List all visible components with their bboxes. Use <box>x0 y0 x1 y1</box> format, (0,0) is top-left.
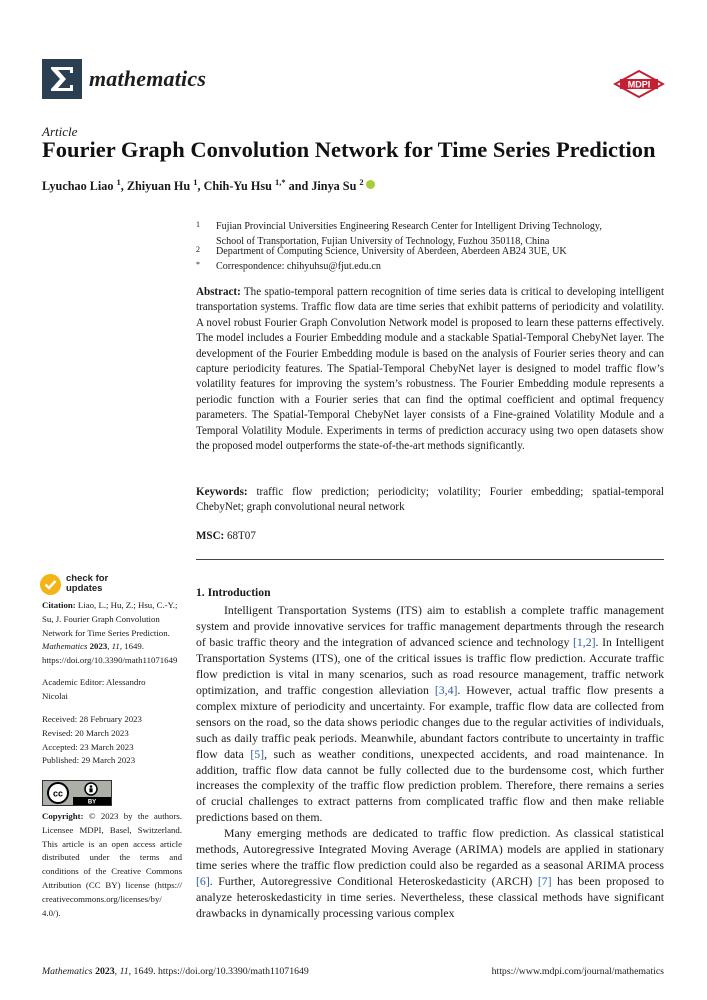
footer-volume: 11 <box>119 966 129 977</box>
paragraph-text: . However, actual traffic flow presents a complex mixture of periodicity and uncertainty. For example, traffic flow data are collected from sensors on the road, so the data shows periodic changes due to the regular activities of individuals, such as daily traffic peak periods. Meanwhile, abundant factors contribute to uncertainty in traffic flow data <box>196 682 664 761</box>
article-type: Article <box>42 124 78 139</box>
received-date: Received: 28 February 2023 <box>42 714 142 724</box>
author-name[interactable]: Lyuchao Liao <box>42 179 114 194</box>
checkmark-icon <box>40 574 61 595</box>
copyright-block <box>42 810 182 920</box>
citation-link[interactable]: [6] <box>196 873 210 888</box>
abstract <box>196 285 664 454</box>
footer-doi[interactable]: , 1649. https://doi.org/10.3390/math11071649 <box>128 966 309 977</box>
svg-text:cc: cc <box>52 788 64 799</box>
journal-logo <box>42 59 82 99</box>
publication-dates <box>42 713 182 768</box>
correspondence-email[interactable]: Correspondence: chihyuhsu@fjut.edu.cn <box>216 261 381 272</box>
citation-link[interactable]: [1,2] <box>572 634 596 649</box>
msc-label: MSC: <box>196 530 225 542</box>
paper-title: Fourier Graph Convolution Network for Time Series Prediction <box>42 137 656 162</box>
orcid-icon[interactable] <box>366 180 375 189</box>
author-name[interactable]: Chih-Yu Hsu <box>203 179 272 194</box>
keywords-label: Keywords: <box>196 486 248 498</box>
citation-volume: 11 <box>111 641 120 652</box>
affiliation-line: Fujian Provincial Universities Engineering Research Center for Intelligent Driving Technology, <box>216 221 602 232</box>
mdpi-logo <box>613 70 665 98</box>
abstract-text: The spatio-temporal pattern recognition of time series data is critical to developing intelligent transportation systems. Traffic flow data are time series that exhibit patterns of periodicity and volatility. A novel robust Fourier Graph Convolution Network model is proposed to learn these patterns effectively. The model includes a Fourier Embedding module and a stackable Spatial-Temporal ChebyNet layer. The development of the Fourier Embedding module is based on the analysis of Fourier series theory and can capture periodicity features. The Spatial-Temporal ChebyNet layer is designed to model traffic flow’s volatility features for improving the system’s robustness. The Fourier Embedding module represents a periodic function with a Fourier series that can find the optimal coefficient and optimal frequency parameters. The Spatial-Temporal ChebyNet layer consists of a Fine-grained Volatility Module and a Temporal Volatility Module. Experiments in terms of prediction accuracy using two open datasets show the proposed model outperforms the state-of-the-art methods significantly. <box>196 286 665 453</box>
academic-editor: Academic Editor: Alessandro Nicolai <box>42 677 146 701</box>
citation-doi[interactable]: , 1649. https://doi.org/10.3390/math11071649 <box>42 641 178 666</box>
keywords-text: traffic flow prediction; periodicity; volatility; Fourier embedding; spatial-temporal ChebyNet; graph convolutional neural network <box>196 486 664 514</box>
intro-paragraph-2 <box>196 826 664 922</box>
intro-paragraph-1 <box>196 603 664 826</box>
affiliation-mark: * <box>196 260 200 269</box>
author-list <box>42 177 375 194</box>
footer-citation: Mathematics 2023, 11, 1649. https://doi.org/10.3390/math11071649 <box>42 966 309 977</box>
author-aff: 1 <box>193 177 198 187</box>
check-updates-label[interactable]: check for updates <box>66 573 109 594</box>
author-separator: and <box>285 179 312 194</box>
citation-link[interactable]: [7] <box>537 873 552 888</box>
citation-block: Citation: Liao, L.; Hu, Z.; Hsu, C.-Y.; Su, J. Fourier Graph Convolution Network for Time Series Prediction. Mathematics 2023, 11, 1649. https://doi.org/10.3390/math11071649 <box>42 600 178 666</box>
citation-text: Liao, L.; Hu, Z.; Hsu, C.-Y.; Su, J. Fourier Graph Convolution Network for Time Series Prediction. <box>42 600 178 638</box>
abstract-label: Abstract: <box>196 286 241 298</box>
citation-link[interactable]: [5] <box>250 746 265 761</box>
section-divider <box>196 559 664 560</box>
published-date: Published: 29 March 2023 <box>42 755 136 766</box>
copyright-label: Copyright: <box>42 811 84 821</box>
accepted-date: Accepted: 23 March 2023 <box>42 741 134 752</box>
msc-code: 68T07 <box>227 530 256 542</box>
footer-year: 2023 <box>95 966 115 977</box>
affiliation-mark: 2 <box>196 245 200 254</box>
section-heading: 1. Introduction <box>196 586 271 599</box>
paragraph-text: . In Intelligent Transportation Systems (ITS), one of the critical issues is traffic flow prediction. Accurate traffic flow prediction is vital in many scenarios, such as road resource management, traffic network optimization, and traffic congestion alleviation <box>196 634 664 697</box>
copyright-text: © 2023 by the authors. Licensee MDPI, Basel, Switzerland. This article is an open access article distributed under the terms and conditions of the Creative Commons Attribution (CC BY) license (https:// creativecommons.org/licenses/by/ 4.0/). <box>42 811 182 918</box>
mdpi-logo-text: MDPI <box>627 79 651 90</box>
footer-journal: Mathematics <box>42 966 93 977</box>
author-name[interactable]: Zhiyuan Hu <box>126 179 191 194</box>
citation-journal: Mathematics <box>42 641 88 652</box>
svg-text:BY: BY <box>87 799 97 805</box>
author-aff: 2 <box>359 177 364 187</box>
cc-by-license-badge[interactable] <box>42 780 112 806</box>
journal-name: mathematics <box>89 66 207 91</box>
affiliation-mark: 1 <box>196 220 200 229</box>
paragraph-text: Many emerging methods are dedicated to traffic flow prediction. As classical statistical methods, Autoregressive Integrated Moving Average (ARIMA) models are applied in stationary time series where the traffic flow prediction could also be regarded as a seasonal ARIMA process <box>196 826 664 872</box>
paragraph-text: , such as weather conditions, unexpected accidents, and road maintenance. In addition, traffic flow data cannot be fully collected due to the burdensome cost, which further increases the complexity of the traffic flow prediction problem. Therefore, there remains a series of crucial challenges to extract patterns from complicated traffic flow and then make reliable predictions based on them. <box>196 746 664 825</box>
cc-by-icon <box>43 781 111 805</box>
citation-year: 2023 <box>89 641 108 652</box>
paragraph-text: Intelligent Transportation Systems (ITS) aim to establish a complete traffic management system and provide innovative services for traffic management departments through the research of basic traffic theory and the integration of advanced science and technology <box>196 603 664 649</box>
citation-label: Citation: <box>42 600 76 610</box>
author-separator: , <box>120 179 127 194</box>
footer-journal-url[interactable]: https://www.mdpi.com/journal/mathematics <box>491 966 664 977</box>
paragraph-text: has been proposed to analyze heteroskedasticity in time series. Nevertheless, these classical methods have significant drawbacks in dynamically processing various complex <box>196 873 664 920</box>
author-aff: 1 <box>116 177 121 187</box>
affiliation-line: School of Transportation, Fujian University of Technology, Fuzhou 350118, China <box>216 236 550 247</box>
author-aff: 1,* <box>274 177 286 187</box>
check-updates-icon[interactable] <box>40 574 61 595</box>
citation-link[interactable]: [3,4] <box>434 682 458 697</box>
keywords <box>196 485 664 516</box>
sigma-icon <box>47 64 77 94</box>
revised-date: Revised: 20 March 2023 <box>42 727 129 738</box>
paragraph-text: . Further, Autoregressive Conditional Heteroskedasticity (ARCH) <box>209 873 538 888</box>
msc <box>196 529 664 544</box>
author-separator: , <box>197 179 204 194</box>
affiliation-line: Department of Computing Science, University of Aberdeen, Aberdeen AB24 3UE, UK <box>216 246 567 257</box>
author-name[interactable]: Jinya Su <box>311 179 357 194</box>
